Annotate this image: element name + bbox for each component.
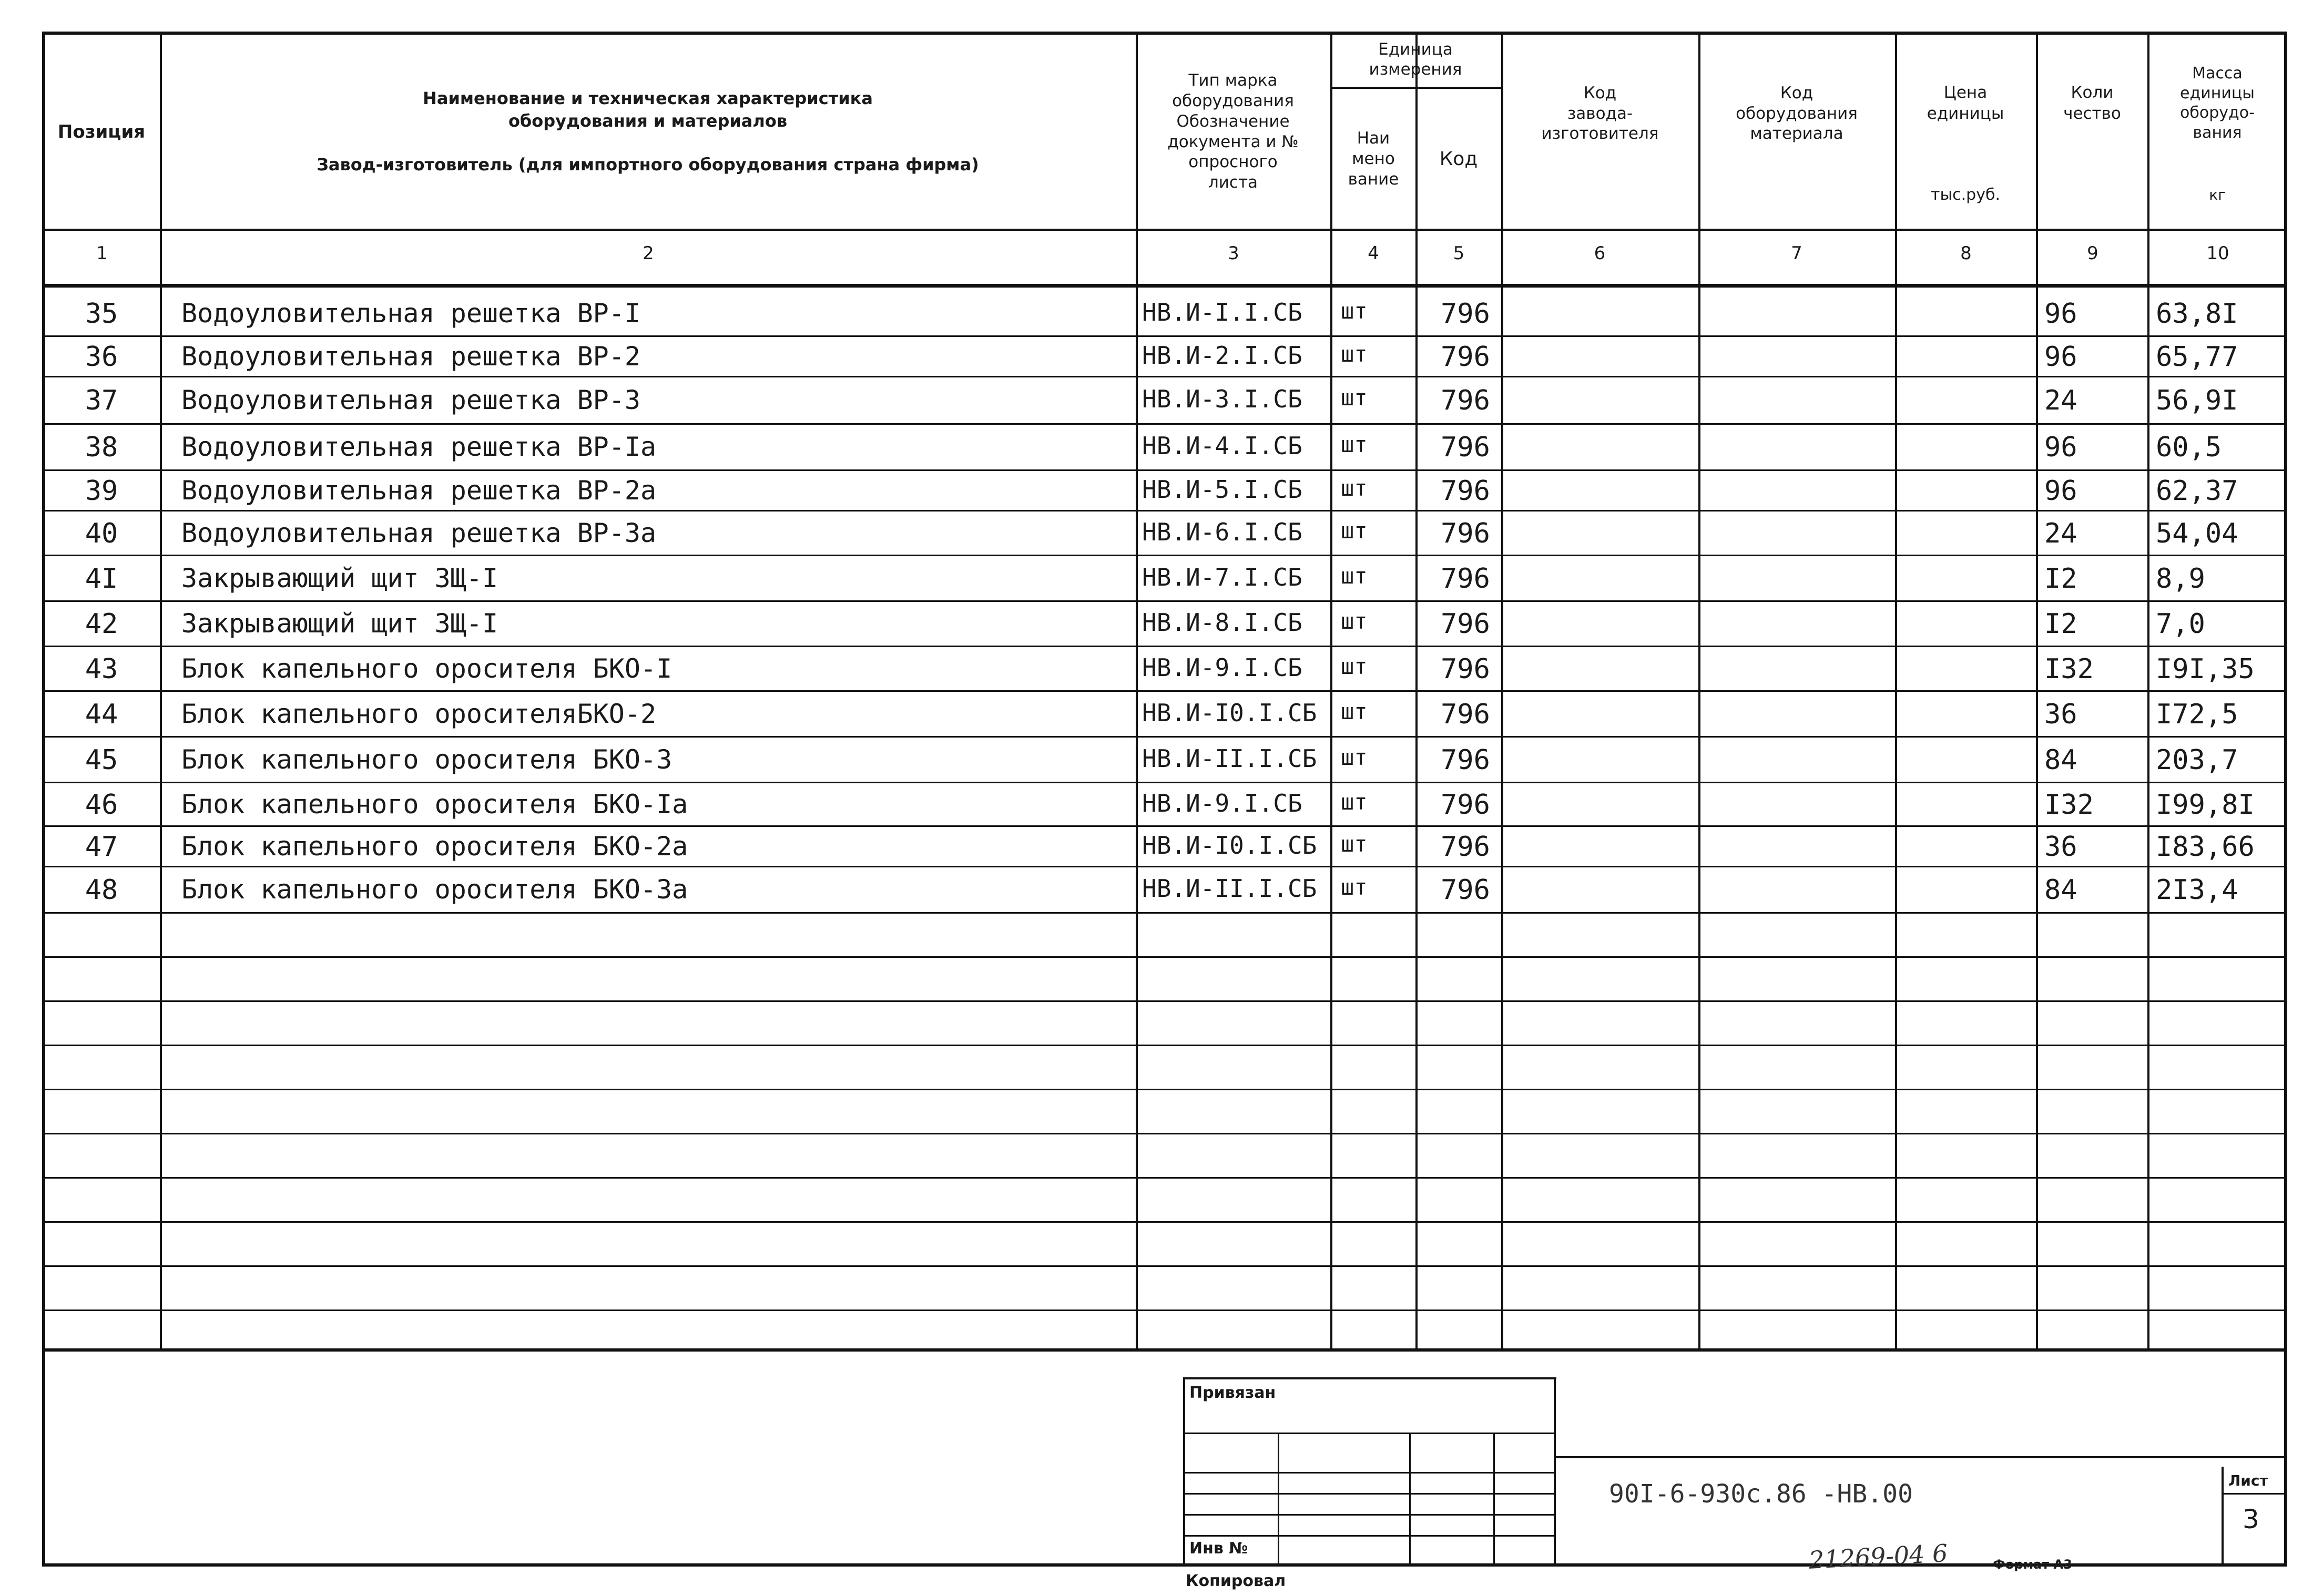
row-code: 796	[1441, 432, 1490, 463]
row-line	[42, 376, 2287, 377]
row-qty: 24	[2044, 517, 2077, 549]
row-mass: 60,5	[2156, 432, 2222, 463]
row-line	[42, 646, 2287, 647]
row-position: 47	[85, 831, 118, 863]
row-name: Блок капельного оросителя БКО-I	[181, 653, 673, 684]
row-mass: 8,9	[2156, 562, 2205, 595]
sheet-box-mid-line	[2222, 1493, 2287, 1495]
row-code: 796	[1441, 789, 1490, 821]
colnum-bottom-line	[42, 284, 2287, 288]
column-number-1: 1	[96, 243, 108, 264]
row-type: НВ.И-I0.I.СБ	[1142, 698, 1317, 727]
stamp-designation: 90I-6-930с.86 -НВ.00	[1609, 1479, 1913, 1509]
row-code: 796	[1441, 562, 1490, 595]
header-name-line3: Завод-изготовитель (для импортного оборудования страна фирма)	[317, 155, 979, 175]
row-type: НВ.И-3.I.СБ	[1142, 385, 1302, 413]
row-mass: I99,8I	[2156, 789, 2255, 821]
stamp-line-c	[1183, 1493, 1554, 1495]
row-unit: шт	[1341, 698, 1368, 724]
row-qty: 36	[2044, 698, 2077, 730]
row-mass: I83,66	[2156, 831, 2255, 863]
column-number-10: 10	[2206, 243, 2229, 264]
row-position: 36	[85, 341, 118, 373]
row-name: Водоуловительная решетка ВР-3а	[181, 517, 657, 548]
row-unit: шт	[1341, 744, 1368, 770]
row-name: Водоуловительная решетка ВР-2а	[181, 475, 657, 506]
row-unit: шт	[1341, 653, 1368, 679]
row-line	[42, 423, 2287, 425]
stamp-privyazan: Привязан	[1189, 1384, 1276, 1402]
row-code: 796	[1441, 653, 1490, 685]
row-unit: шт	[1341, 608, 1368, 634]
row-qty: 96	[2044, 475, 2077, 507]
row-line	[42, 1265, 2287, 1267]
header-mass: Масса единицы оборудо- вания	[2180, 64, 2255, 142]
row-qty: I2	[2044, 608, 2077, 640]
row-code: 796	[1441, 475, 1490, 507]
header-plant-code: Код завода- изготовителя	[1541, 83, 1659, 144]
row-position: 43	[85, 653, 118, 685]
row-line	[42, 690, 2287, 692]
header-qty: Коли чество	[2063, 83, 2121, 123]
row-mass: 65,77	[2156, 341, 2238, 373]
row-name: Закрывающий щит ЗЩ-I	[181, 608, 498, 639]
row-qty: I32	[2044, 789, 2094, 821]
row-unit: шт	[1341, 831, 1368, 857]
row-qty: I32	[2044, 653, 2094, 685]
stamp-sheet-label: Лист	[2228, 1472, 2268, 1489]
header-type: Тип марка оборудования Обозначение документа и № опросного листа	[1167, 71, 1299, 192]
row-code: 796	[1441, 831, 1490, 863]
column-number-9: 9	[2087, 243, 2098, 264]
row-unit: шт	[1341, 341, 1368, 367]
footer-handwritten-number: 21269-04 6	[1808, 1539, 1949, 1574]
column-number-3: 3	[1228, 243, 1239, 264]
row-line	[42, 1133, 2287, 1134]
row-line	[42, 510, 2287, 511]
row-code: 796	[1441, 744, 1490, 776]
stamp-right-line	[1554, 1377, 1556, 1567]
row-qty: 36	[2044, 831, 2077, 863]
row-qty: 24	[2044, 385, 2077, 416]
row-line	[42, 782, 2287, 783]
row-code: 796	[1441, 517, 1490, 549]
header-unit-name: Наи мено вание	[1348, 129, 1399, 189]
footer-kopiroval: Копировал	[1186, 1572, 1286, 1590]
stamp-top-line	[1183, 1377, 1556, 1379]
row-type: НВ.И-2.I.СБ	[1142, 341, 1302, 370]
row-line	[42, 866, 2287, 867]
row-line	[42, 335, 2287, 337]
row-code: 796	[1441, 341, 1490, 373]
row-line	[42, 912, 2287, 914]
header-name-line2: оборудования и материалов	[508, 110, 788, 131]
table-bottom-line	[42, 1348, 2287, 1352]
row-type: НВ.И-6.I.СБ	[1142, 517, 1302, 546]
row-position: 48	[85, 874, 118, 906]
stamp-line-d	[1183, 1514, 1554, 1516]
row-name: Водоуловительная решетка ВР-I	[181, 298, 640, 329]
row-code: 796	[1441, 298, 1490, 330]
row-mass: 7,0	[2156, 608, 2205, 640]
row-unit: шт	[1341, 298, 1368, 324]
row-type: НВ.И-I0.I.СБ	[1142, 831, 1317, 860]
header-bottom-line	[42, 229, 2287, 231]
row-line	[42, 1309, 2287, 1311]
row-line	[42, 1089, 2287, 1090]
row-line	[42, 736, 2287, 738]
row-line	[42, 1177, 2287, 1179]
row-line	[42, 1221, 2287, 1223]
row-unit: шт	[1341, 789, 1368, 815]
row-name: Блок капельного оросителя БКО-2а	[181, 831, 688, 862]
row-type: НВ.И-9.I.СБ	[1142, 653, 1302, 682]
row-name: Блок капельного оросителя БКО-3а	[181, 874, 688, 905]
row-position: 35	[85, 298, 118, 330]
header-unit-group: Единица измерения	[1369, 40, 1462, 79]
row-type: НВ.И-8.I.СБ	[1142, 608, 1302, 637]
column-number-8: 8	[1960, 243, 1972, 264]
stamp-inv: Инв №	[1189, 1539, 1248, 1558]
row-mass: 56,9I	[2156, 385, 2238, 416]
header-price-unit: тыс.руб.	[1930, 185, 2001, 204]
row-type: НВ.И-4.I.СБ	[1142, 432, 1302, 460]
row-qty: 96	[2044, 341, 2077, 373]
row-qty: 96	[2044, 432, 2077, 463]
row-qty: I2	[2044, 562, 2077, 595]
stamp-inner-v1	[1278, 1433, 1279, 1567]
row-position: 37	[85, 385, 118, 416]
row-position: 40	[85, 517, 118, 549]
row-type: НВ.И-7.I.СБ	[1142, 562, 1302, 591]
row-mass: 54,04	[2156, 517, 2238, 549]
row-position: 4I	[85, 562, 118, 595]
row-name: Блок капельного оросителя БКО-3	[181, 744, 673, 775]
row-code: 796	[1441, 874, 1490, 906]
stamp-line-e	[1183, 1535, 1554, 1537]
row-mass: 2I3,4	[2156, 874, 2238, 906]
row-line	[42, 469, 2287, 471]
header-unit-code: Код	[1439, 148, 1478, 170]
row-line	[42, 1000, 2287, 1002]
row-qty: 84	[2044, 874, 2077, 906]
header-price: Цена единицы	[1927, 83, 2004, 123]
row-line	[42, 555, 2287, 556]
column-number-6: 6	[1594, 243, 1606, 264]
header-equip-code: Код оборудования материала	[1736, 83, 1858, 144]
row-position: 39	[85, 475, 118, 507]
designation-top-line	[1554, 1456, 2287, 1458]
stamp-line-a	[1183, 1433, 1554, 1434]
row-name: Закрывающий щит ЗЩ-I	[181, 562, 498, 594]
row-mass: 63,8I	[2156, 298, 2238, 330]
row-qty: 96	[2044, 298, 2077, 330]
row-type: НВ.И-I.I.СБ	[1142, 298, 1302, 326]
row-line	[42, 1045, 2287, 1046]
header-mass-unit: кг	[2209, 186, 2226, 203]
sheet-box-left-line	[2222, 1467, 2224, 1567]
row-unit: шт	[1341, 562, 1368, 589]
stamp-inner-v3	[1493, 1433, 1495, 1567]
row-qty: 84	[2044, 744, 2077, 776]
header-name-line1: Наименование и техническая характеристика	[423, 88, 873, 108]
column-number-7: 7	[1791, 243, 1802, 264]
row-position: 38	[85, 432, 118, 463]
row-unit: шт	[1341, 517, 1368, 544]
stamp-inner-v2	[1409, 1433, 1411, 1567]
row-mass: 62,37	[2156, 475, 2238, 507]
row-unit: шт	[1341, 475, 1368, 501]
column-number-2: 2	[643, 243, 654, 264]
row-unit: шт	[1341, 874, 1368, 900]
row-name: Блок капельного оросителя БКО-Iа	[181, 789, 688, 820]
row-name: Водоуловительная решетка ВР-2	[181, 341, 640, 372]
row-line	[42, 825, 2287, 827]
row-mass: 203,7	[2156, 744, 2238, 776]
row-code: 796	[1441, 698, 1490, 730]
row-position: 44	[85, 698, 118, 730]
header-name	[160, 35, 1136, 229]
row-code: 796	[1441, 385, 1490, 416]
row-name: Водоуловительная решетка ВР-Iа	[181, 432, 657, 462]
row-name: Водоуловительная решетка ВР-3	[181, 385, 640, 415]
stamp-line-b	[1183, 1472, 1554, 1474]
row-position: 46	[85, 789, 118, 821]
row-mass: I9I,35	[2156, 653, 2255, 685]
column-number-4: 4	[1368, 243, 1379, 264]
row-unit: шт	[1341, 385, 1368, 411]
row-line	[42, 956, 2287, 958]
stamp-sheet-number: 3	[2243, 1504, 2259, 1534]
header-position: Позиция	[57, 121, 146, 142]
row-name: Блок капельного оросителяБКО-2	[181, 698, 657, 729]
column-number-5: 5	[1453, 243, 1465, 264]
footer-format: Формат А3	[1993, 1557, 2072, 1572]
row-mass: I72,5	[2156, 698, 2238, 730]
row-position: 45	[85, 744, 118, 776]
row-type: НВ.И-II.I.СБ	[1142, 874, 1317, 903]
row-type: НВ.И-5.I.СБ	[1142, 475, 1302, 504]
row-type: НВ.И-II.I.СБ	[1142, 744, 1317, 773]
row-type: НВ.И-9.I.СБ	[1142, 789, 1302, 817]
row-position: 42	[85, 608, 118, 640]
row-unit: шт	[1341, 432, 1368, 457]
row-code: 796	[1441, 608, 1490, 640]
row-line	[42, 600, 2287, 602]
